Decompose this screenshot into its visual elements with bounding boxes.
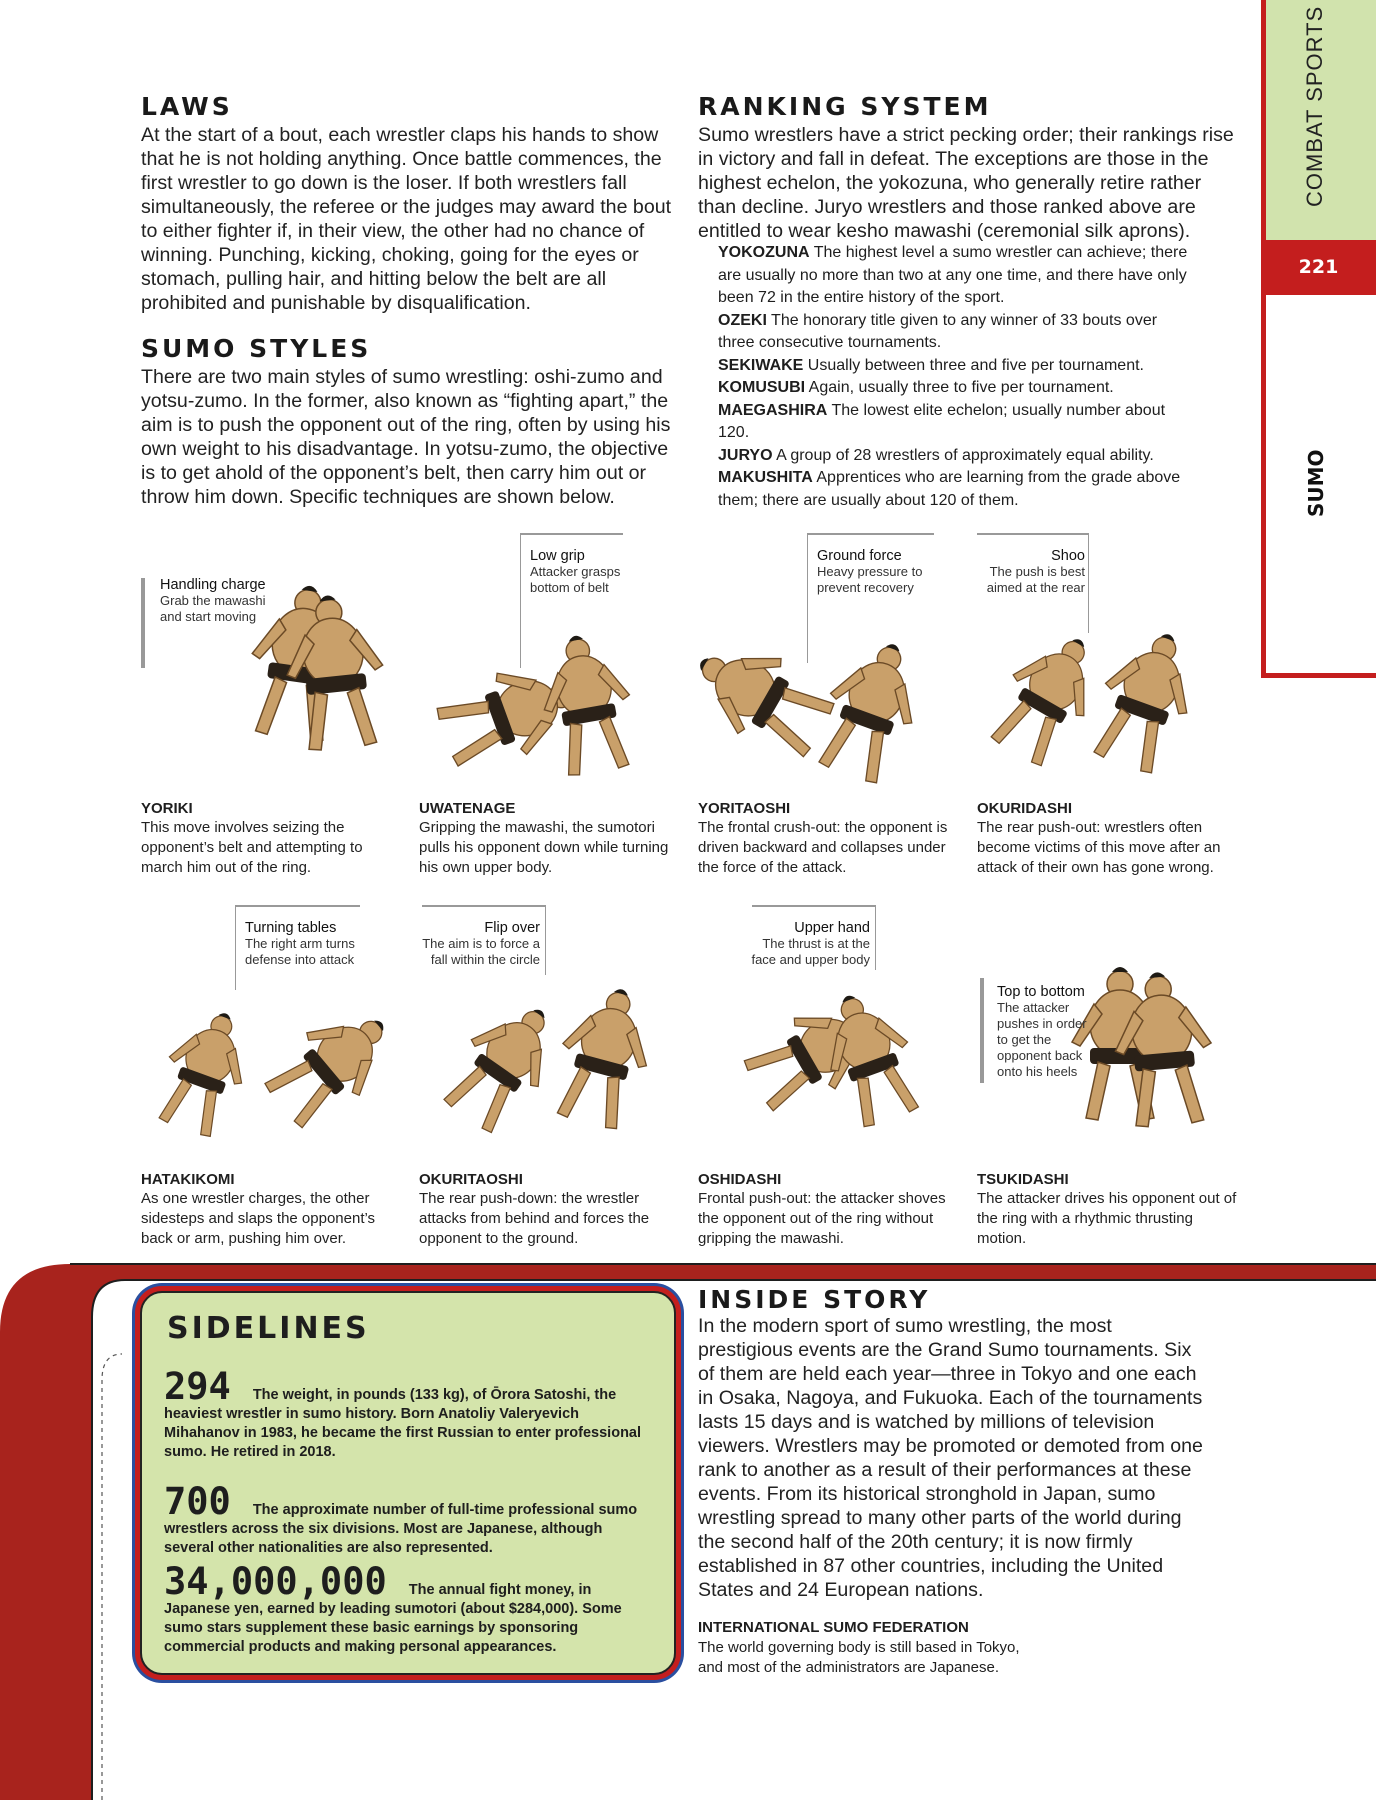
callout-leader <box>235 905 236 990</box>
callout-bar <box>422 905 545 907</box>
technique-name: YORIKI <box>141 800 193 817</box>
hatakikomi-illustration <box>135 980 405 1150</box>
callout-bar <box>520 533 623 535</box>
fact-number: 294 <box>164 1365 231 1408</box>
sumo-styles-text: There are two main styles of sumo wrestling: oshi-zumo and yotsu-zumo. In the former, also known as “fighting apart,” the aim is to push the opponent out of the ring, often by using his own weight to his disadvantage. In yotsu-zumo, the objective is to get ahold of the opponent’s belt, then carry him out or throw him down. Specific techniques are shown below. <box>141 366 671 508</box>
callout-bar <box>141 578 145 668</box>
technique-name: TSUKIDASHI <box>977 1171 1069 1188</box>
laws-heading: LAWS <box>141 92 233 121</box>
rank-item: KOMUSUBI Again, usually three to five per tournament. <box>718 379 1114 396</box>
rank-item: MAEGASHIRA The lowest elite echelon; usually number about 120. <box>718 401 1166 441</box>
callout-bar <box>235 905 360 907</box>
technique-desc: Frontal push-out: the attacker shoves the opponent out of the ring without gripping the mawashi. <box>698 1190 946 1247</box>
rank-item: YOKOZUNA The highest level a sumo wrestler can achieve; there are usually no more than two at any one time, and there have only been 72 in the entire history of the sport. <box>718 244 1188 306</box>
fact-number: 700 <box>164 1480 231 1523</box>
inside-story-heading: INSIDE STORY <box>698 1285 931 1314</box>
callout-bar <box>752 905 875 907</box>
callout-oshidashi: Upper hand The thrust is at the face and upper body <box>751 920 870 967</box>
org-title: INTERNATIONAL SUMO FEDERATION <box>698 1619 969 1636</box>
callout-tsukidashi: Top to bottom The attacker pushes in order to get the opponent back onto his heels <box>997 984 1087 1079</box>
callout-bar <box>980 978 984 1083</box>
inside-story-text: In the modern sport of sumo wrestling, the most prestigious events are the Grand Sumo tournaments. Six of them are held each year—three in Tokyo and one each in Osaka, Nagoya, and Fukuoka. Each of the tournaments lasts 15 days and is watched by millions of television viewers. Wrestlers may be promoted or demoted from one rank to another as a result of their performances at these events. From its historical stronghold in Japan, sumo wrestling spread to many other parts of the world during the second half of the 20th century; it is now firmly established in 87 other countries, including the United States and 24 European nations. <box>698 1315 1203 1601</box>
technique-name: UWATENAGE <box>419 800 516 817</box>
technique-desc: Gripping the mawashi, the sumotori pulls his opponent down while turning his own upper body. <box>419 819 669 876</box>
rank-item: MAKUSHITA Apprentices who are learning from the grade above them; there are usually about 120 of them. <box>718 469 1181 509</box>
callout-yoriki: Handling charge Grab the mawashi and start moving <box>160 577 266 624</box>
callout-okuridashi: Shoo The push is best aimed at the rear <box>986 548 1085 595</box>
callout-yoritaoshi: Ground force Heavy pressure to prevent recovery <box>817 548 923 595</box>
callout-leader <box>520 533 521 668</box>
technique-desc: As one wrestler charges, the other sidesteps and slaps the opponent’s back or arm, pushing him over. <box>141 1190 376 1247</box>
callout-bar <box>977 533 1088 535</box>
ranking-heading: RANKING SYSTEM <box>698 92 992 121</box>
callout-leader <box>1088 533 1089 633</box>
side-tab-topic-label: SUMO <box>1304 449 1328 517</box>
technique-desc: The rear push-down: the wrestler attacks from behind and forces the opponent to the ground. <box>419 1190 650 1247</box>
callout-leader <box>875 905 876 970</box>
yoritaoshi-illustration <box>700 600 940 790</box>
technique-name: OKURIDASHI <box>977 800 1073 817</box>
rank-item: SEKIWAKE Usually between three and five per tournament. <box>718 356 1144 374</box>
org-text: The world governing body is still based in Tokyo, and most of the administrators are Japanese. <box>698 1639 1020 1676</box>
callout-uwatenage: Low grip Attacker grasps bottom of belt <box>530 548 621 595</box>
technique-desc: The rear push-out: wrestlers often become victims of this move after an attack of their own has gone wrong. <box>977 819 1221 876</box>
page-number-badge <box>1261 240 1376 295</box>
technique-desc: This move involves seizing the opponent’s belt and attempting to march him out of the ring. <box>141 819 363 876</box>
ranking-text: Sumo wrestlers have a strict pecking order; their rankings rise in victory and fall in defeat. The exceptions are those in the highest echelon, the yokozuna, who generally retire rather than decline. Juryo wrestlers and those ranked above are entitled to wear kesho mawashi (ceremonial silk aprons). <box>698 124 1234 242</box>
fact-number: 34,000,000 <box>164 1560 387 1603</box>
side-tab-section-label: COMBAT SPORTS <box>1302 5 1327 207</box>
okuridashi-illustration <box>960 590 1210 790</box>
rank-item: OZEKI The honorary title given to any winner of 33 bouts over three consecutive tournaments. <box>718 311 1158 351</box>
technique-name: HATAKIKOMI <box>141 1171 235 1188</box>
laws-text: At the start of a bout, each wrestler claps his hands to show that he is not holding anything. Once battle commences, the first wrestler to go down is the loser. If both wrestlers fall simultaneously, the referee or the judges may award the bout to either fighter if, in their view, the other had no chance of winning. Punching, kicking, choking, going for the eyes or stomach, pulling hair, and hitting below the belt are all prohibited and punishable by disqualification. <box>141 124 672 314</box>
sideline-fact: 34,000,000 The annual fight money, in Japanese yen, earned by leading sumotori (about $284,000). Some sumo stars supplement these basic earnings by sponsoring commercial products and making personal appearances. <box>164 1560 622 1655</box>
sideline-fact: 294 The weight, in pounds (133 kg), of Ōrora Satoshi, the heaviest wrestler in sumo history. Born Anatoliy Valeryevich Mihahanov in 1983, he became the first Russian to enter professional sumo. He retired in 2018. <box>164 1365 642 1460</box>
technique-name: OSHIDASHI <box>698 1171 782 1188</box>
callout-leader <box>545 905 546 975</box>
sumo-styles-heading: SUMO STYLES <box>141 334 372 363</box>
uwatenage-illustration <box>410 610 660 790</box>
technique-name: YORITAOSHI <box>698 800 791 817</box>
oshidashi-illustration <box>720 975 950 1140</box>
page-number: 221 <box>1298 256 1339 278</box>
technique-name: OKURITAOSHI <box>419 1171 523 1188</box>
sidelines-heading: SIDELINES <box>167 1311 370 1346</box>
sidelines-box <box>140 1291 676 1675</box>
callout-bar <box>807 533 934 535</box>
callout-leader <box>807 533 808 663</box>
rank-item: JURYO A group of 28 wrestlers of approximately equal ability. <box>718 446 1154 464</box>
technique-desc: The frontal crush-out: the opponent is driven backward and collapses under the force of the attack. <box>698 819 948 876</box>
okuritaoshi-illustration <box>415 965 675 1150</box>
callout-hatakikomi: Turning tables The right arm turns defense into attack <box>245 920 355 967</box>
ranking-list <box>718 242 1188 512</box>
sideline-fact: 700 The approximate number of full-time professional sumo wrestlers across the six divisions. Most are Japanese, although several other nationalities are also represented. <box>164 1480 638 1556</box>
technique-desc: The attacker drives his opponent out of the ring with a rhythmic thrusting motion. <box>977 1190 1237 1247</box>
callout-okuritaoshi: Flip over The aim is to force a fall within the circle <box>422 920 540 967</box>
